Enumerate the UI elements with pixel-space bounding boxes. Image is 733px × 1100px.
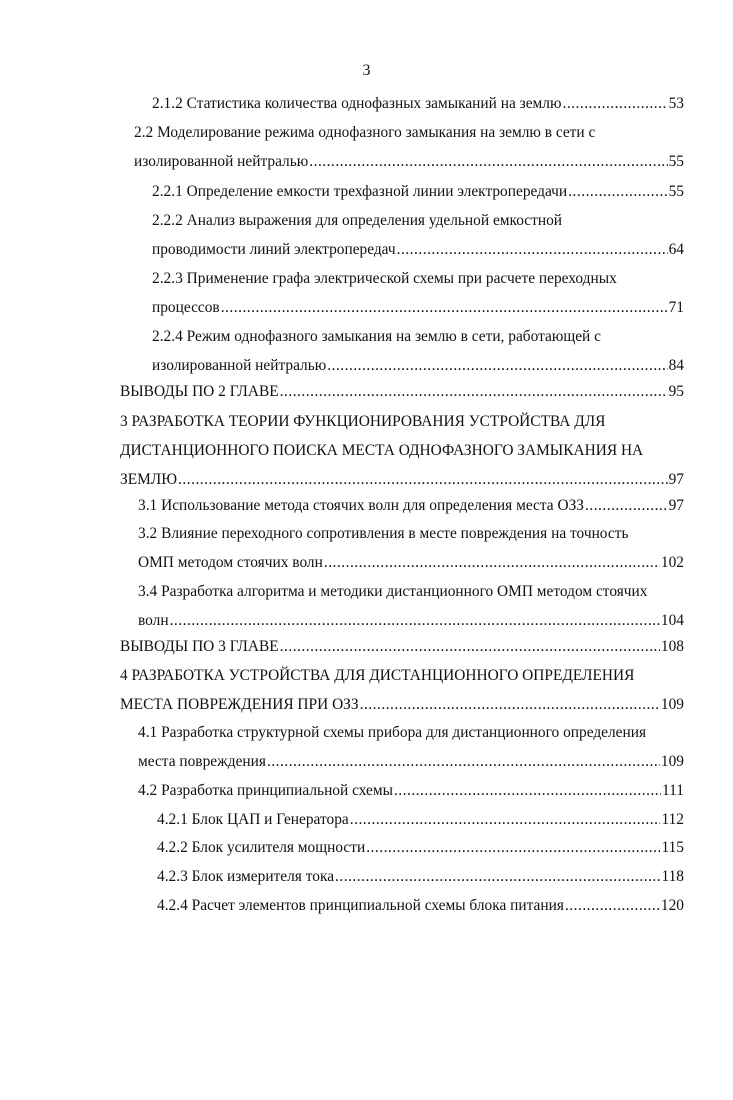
toc-entry-title-cont: проводимости линий электропередач bbox=[152, 241, 396, 258]
toc-entry-page: 104 bbox=[660, 612, 684, 629]
toc-entry-2-2-3-line2[interactable] bbox=[152, 296, 684, 320]
dot-leader bbox=[360, 693, 660, 717]
toc-entry-title: 3.4 Разработка алгоритма и методики дистанционного ОМП методом стоячих bbox=[138, 583, 648, 600]
dot-leader bbox=[267, 750, 660, 774]
dot-leader bbox=[585, 494, 668, 518]
toc-entry-title: 4.1 Разработка структурной схемы прибора для дистанционного определения bbox=[138, 724, 647, 741]
toc-entry-title: 2.1.2 Статистика количества однофазных замыканий на землю bbox=[152, 95, 562, 112]
toc-entry-title: 2.2.2 Анализ выражения для определения удельной емкостной bbox=[152, 212, 563, 229]
toc-entry-title: 2.2 Моделирование режима однофазного замыкания на землю в сети с bbox=[134, 124, 596, 141]
toc-entry-2-2-2-line1[interactable] bbox=[152, 209, 692, 233]
dot-leader bbox=[565, 894, 660, 918]
dot-leader bbox=[309, 150, 667, 174]
toc-entry-title-cont: волн bbox=[138, 612, 169, 629]
toc-entry-2-2-1[interactable] bbox=[152, 180, 684, 204]
dot-leader bbox=[568, 180, 667, 204]
toc-entry-4-2-4[interactable] bbox=[157, 894, 684, 918]
toc-entry-2-2-line2[interactable] bbox=[134, 150, 684, 174]
toc-entry-title: ВЫВОДЫ ПО 3 ГЛАВЕ bbox=[120, 638, 279, 655]
toc-entry-3-4-line1[interactable] bbox=[138, 580, 698, 604]
toc-entry-title: ВЫВОДЫ ПО 2 ГЛАВЕ bbox=[120, 383, 279, 400]
page-number: 3 bbox=[362, 62, 371, 79]
toc-entry-conclusions-2[interactable] bbox=[120, 380, 684, 404]
toc-entry-page: 97 bbox=[668, 471, 684, 488]
toc-entry-title-cont: МЕСТА ПОВРЕЖДЕНИЯ ПРИ ОЗЗ bbox=[120, 696, 359, 713]
toc-entry-page: 95 bbox=[668, 383, 684, 400]
toc-entry-page: 108 bbox=[660, 638, 684, 655]
toc-entry-page: 109 bbox=[660, 753, 684, 770]
toc-entry-title: 4 РАЗРАБОТКА УСТРОЙСТВА ДЛЯ ДИСТАНЦИОННОГО ОПРЕДЕЛЕНИЯ bbox=[120, 667, 635, 684]
toc-entry-4-2-3[interactable] bbox=[157, 865, 684, 889]
toc-entry-3-1[interactable] bbox=[138, 494, 684, 518]
toc-entry-title-cont: изолированной нейтралью bbox=[134, 153, 309, 170]
toc-entry-page: 109 bbox=[660, 696, 684, 713]
dot-leader bbox=[178, 468, 668, 492]
toc-entry-conclusions-3[interactable] bbox=[120, 635, 684, 659]
toc-entry-4-1-line1[interactable] bbox=[138, 721, 698, 745]
toc-entry-page: 64 bbox=[668, 241, 684, 258]
toc-entry-title: 3 РАЗРАБОТКА ТЕОРИИ ФУНКЦИОНИРОВАНИЯ УСТРОЙСТВА ДЛЯ bbox=[120, 413, 606, 430]
toc-entry-title: 3.2 Влияние переходного сопротивления в месте повреждения на точность bbox=[138, 525, 629, 542]
toc-entry-chapter-3-line2[interactable] bbox=[120, 439, 700, 463]
dot-leader bbox=[397, 238, 668, 262]
toc-entry-title-cont: ЗЕМЛЮ bbox=[120, 471, 178, 488]
toc-entry-page: 120 bbox=[660, 897, 684, 914]
toc-entry-3-2-line1[interactable] bbox=[138, 522, 698, 546]
toc-entry-3-2-line2[interactable] bbox=[138, 551, 684, 575]
toc-entry-4-2-2[interactable] bbox=[157, 836, 684, 860]
toc-entry-chapter-3-line3[interactable] bbox=[120, 468, 684, 492]
toc-entry-2-2-line1[interactable] bbox=[134, 121, 694, 145]
toc-entry-title: 2.2.3 Применение графа электрической схемы при расчете переходных bbox=[152, 270, 617, 287]
toc-entry-page: 115 bbox=[661, 839, 684, 856]
toc-entry-title: 3.1 Использование метода стоячих волн для определения места ОЗЗ bbox=[138, 497, 584, 514]
toc-entry-page: 102 bbox=[660, 554, 684, 571]
toc-entry-chapter-4-line2[interactable] bbox=[120, 693, 684, 717]
toc-entry-2-2-4-line1[interactable] bbox=[152, 325, 692, 349]
toc-entry-page: 71 bbox=[668, 299, 684, 316]
dot-leader bbox=[350, 808, 661, 832]
toc-entry-4-2-1[interactable] bbox=[157, 808, 684, 832]
toc-entry-title: 4.2.2 Блок усилителя мощности bbox=[157, 839, 366, 856]
dot-leader bbox=[324, 551, 660, 575]
toc-entry-title-cont: места повреждения bbox=[138, 753, 266, 770]
toc-entry-title-cont: процессов bbox=[152, 299, 220, 316]
toc-entry-4-2[interactable] bbox=[138, 779, 684, 803]
toc-entry-3-4-line2[interactable] bbox=[138, 609, 684, 633]
toc-entry-2-2-2-line2[interactable] bbox=[152, 238, 684, 262]
dot-leader bbox=[221, 296, 668, 320]
toc-entry-page: 118 bbox=[661, 868, 684, 885]
dot-leader bbox=[280, 635, 660, 659]
toc-entry-page: 55 bbox=[668, 153, 684, 170]
toc-entry-chapter-4-line1[interactable] bbox=[120, 664, 700, 688]
toc-entry-title-cont: ОМП методом стоячих волн bbox=[138, 554, 323, 571]
toc-entry-page: 111 bbox=[662, 782, 684, 799]
toc-entry-page: 112 bbox=[661, 811, 684, 828]
toc-entry-page: 53 bbox=[668, 95, 684, 112]
toc-entry-page: 97 bbox=[668, 497, 684, 514]
toc-entry-title-cont: изолированной нейтралью bbox=[152, 357, 327, 374]
dot-leader bbox=[170, 609, 660, 633]
toc-entry-page: 55 bbox=[668, 183, 684, 200]
toc-entry-title: 2.2.1 Определение емкости трехфазной линии электропередачи bbox=[152, 183, 568, 200]
dot-leader bbox=[327, 354, 667, 378]
toc-entry-page: 84 bbox=[668, 357, 684, 374]
toc-entry-2-2-4-line2[interactable] bbox=[152, 354, 684, 378]
toc-entry-title: 4.2 Разработка принципиальной схемы bbox=[138, 782, 393, 799]
toc-entry-2-2-3-line1[interactable] bbox=[152, 267, 692, 291]
toc-entry-2-1-2[interactable] bbox=[152, 92, 684, 116]
toc-entry-4-1-line2[interactable] bbox=[138, 750, 684, 774]
toc-entry-title: 4.2.4 Расчет элементов принципиальной схемы блока питания bbox=[157, 897, 564, 914]
toc-entry-chapter-3-line1[interactable] bbox=[120, 410, 700, 434]
toc-entry-title-cont: ДИСТАНЦИОННОГО ПОИСКА МЕСТА ОДНОФАЗНОГО ЗАМЫКАНИЯ НА bbox=[120, 442, 644, 459]
dot-leader bbox=[394, 779, 661, 803]
dot-leader bbox=[280, 380, 668, 404]
toc-entry-title: 4.2.3 Блок измерителя тока bbox=[157, 868, 335, 885]
dot-leader bbox=[335, 865, 660, 889]
toc-entry-title: 2.2.4 Режим однофазного замыкания на землю в сети, работающей с bbox=[152, 328, 601, 345]
toc-entry-title: 4.2.1 Блок ЦАП и Генератора bbox=[157, 811, 349, 828]
dot-leader bbox=[366, 836, 660, 860]
dot-leader bbox=[562, 92, 667, 116]
